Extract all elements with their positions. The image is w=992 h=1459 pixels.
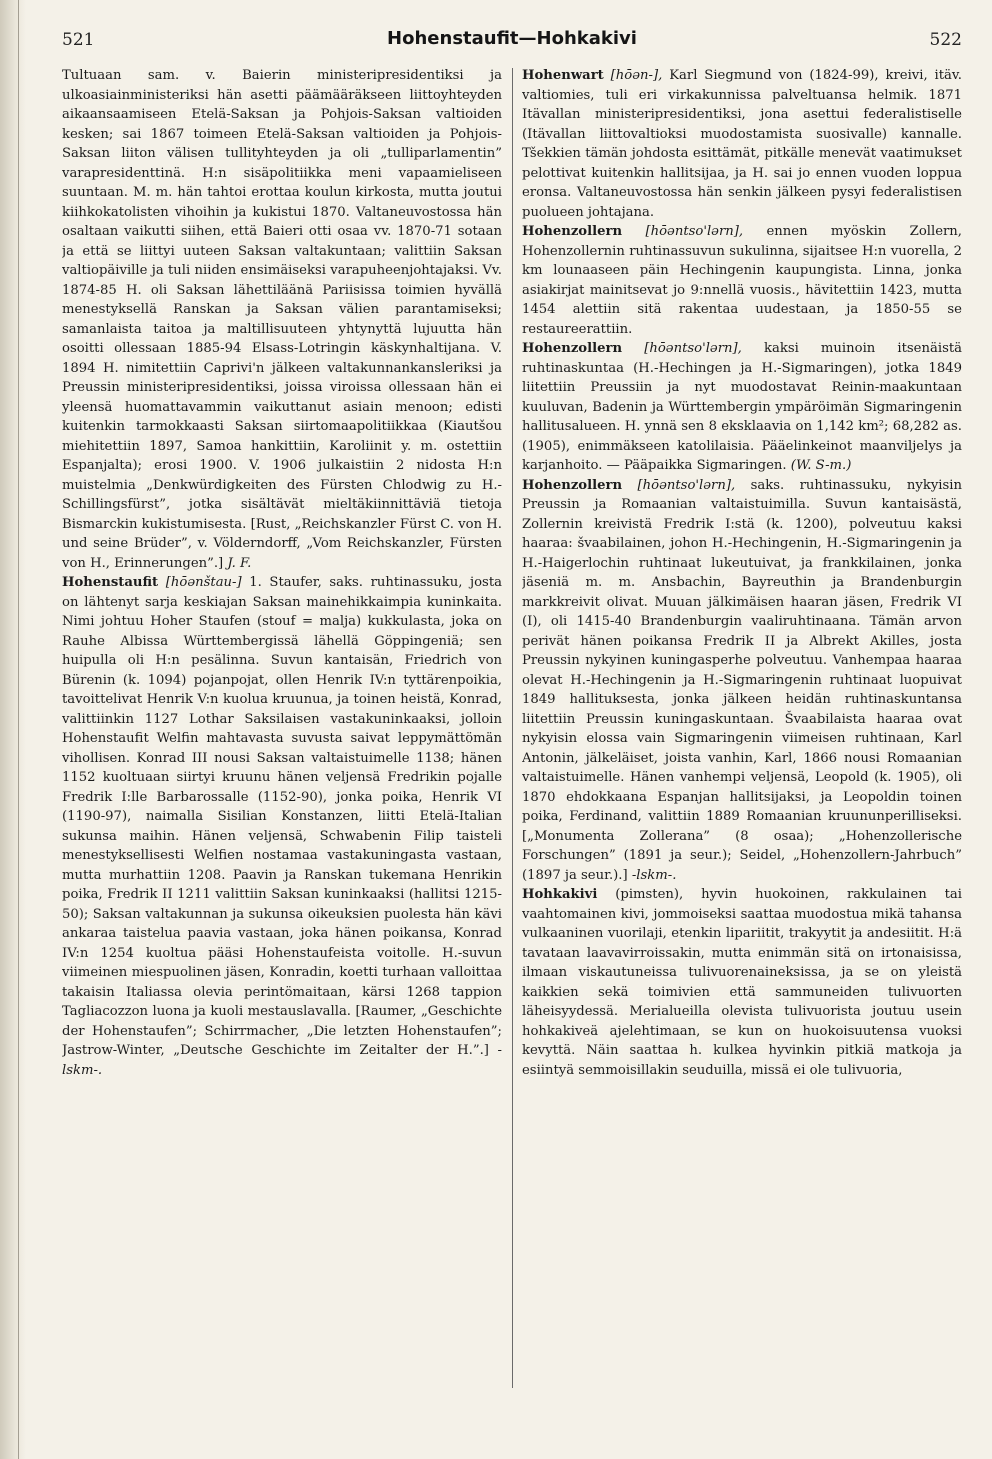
entry-hohenzollern-dynasty <box>522 476 962 886</box>
left-column <box>62 66 502 1396</box>
entry-headword: Hohkakivi <box>522 887 598 902</box>
entry-text: kaksi muinoin itsenäistä ruhtinaskuntaa (H.-Hechingen ja H.-Sigmaringen), jotka 1849 liitettiin Preussiin ja nyt muodostavat Reinin-maakuntaan kuuluvan, Badenin ja Württembergin ympäröimän Sigmaringenin hallitusalueen. H. ynnä sen 8 eksklaavia on 1,142 km²; 68,282 as. (1905), enimmäkseen katolilaisia. Pääelinkeinot maanviljelys ja karjanhoito. — Pääpaikka Sigmaringen. <box>522 341 962 473</box>
entry-text: Tultuaan sam. v. Baierin ministeripresidentiksi ja ulkoasiainministeriksi hän asetti päämääräkseen liittoyhteyden aikaansaamiseen Etelä-Saksan ja Pohjois-Saksan valtioiden kesken; sai 1867 toimeen Etelä-Saksan valtioiden ja Pohjois-Saksan liiton välisen tullityhteyden ja oli „tulliparlamentin” varapresidenttinä. H:n sisäpolitiikka meni vapaamieliseen suuntaan. M. m. hän tahtoi erottaa koulun kirkosta, mutta joutui kiihkokatolisten vihoihin ja kukistui 1870. Valtaneuvostossa hän osaltaan vaikutti siihen, että Baieri otti osaa vv. 1870-71 sotaan ja että se liittyi uuteen Saksan valtakuntaan; valittiin Saksan valtiopäiville ja tuli niiden ensimäiseksi varapuheenjohtajaksi. Vv. 1874-85 H. oli Saksan lähettiläänä Pariisissa toimien hyvällä menestyksellä Ranskan ja Saksan välien parantamiseksi; samanlaista taitoa ja maltillisuuteen yhtynyttä lujuutta hän osoitti ollessaan 1885-94 Elsass-Lotringin käskynhaltijana. V. 1894 H. nimitettiin Caprivi'n jälkeen valtakunnankansleriksi ja Preussin ministeripresidentiksi, joissa viroissa ollessaan hän ei yleensä huomattavammin vaikuttanut asiain menoon; edisti kuitenkin tarmokkaasti Saksan siirtomaapolitiikkaa (Kiautšou miehitettiin 1897, Samoa hankittiin, Karoliinit y. m. ostettiin Espanjalta); erosi 1900. V. 1906 julkaistiin 2 nidosta H:n muistelmia „Denkwürdigkeiten des Fürsten Chlodwig zu H.-Schillingsfürst”, jotka sisältävät mieltäkiinnittäviä tietoja Bismarckin kukistumisesta. [Rust, „Reichskanzler Fürst C. von H. und seine Brüder”, v. Völderndorff, „Vom Reichskanzler, Fürsten von H., Erinnerungen”.] <box>62 68 502 571</box>
entry-signature: J. F. <box>227 555 252 571</box>
entry-pronunciation: [hōəntso'lərn], <box>645 224 744 239</box>
binding-line <box>18 0 19 1459</box>
entry-headword: Hohenzollern <box>522 477 623 493</box>
entry-headword: Hohenwart <box>522 68 604 83</box>
entry-hohkakivi <box>522 885 962 1080</box>
entry-hohenstaufit <box>62 573 502 1080</box>
text-columns <box>62 66 962 1396</box>
page-number-left: 521 <box>62 30 95 50</box>
entry-signature: -lskm-. <box>631 867 677 883</box>
entry-text: 1. Staufer, saks. ruhtinassuku, josta on lähtenyt sarja keskiajan Saksan mainehikkaimpia kuninkaita. Nimi johtuu Hoher Staufen (stouf = malja) kukkulasta, joka on Rauhe Albissa Württembergissä lähellä Göppingeniä; sen huipulla oli H:n pesälinna. Suvun kantaisän, Friedrich von Bürenin (k. 1094) pojanpojat, ollen Henrik IV:n tyttärenpoikia, tavoittelivat Henrik V:n kuolua kruunua, ja toinen heistä, Konrad, valittiinkin 1127 Lothar Saksilaisen vastakuninkaaksi, jolloin Hohenstaufit Welfin mahtavasta suvusta saivat leppymättömän vihollisen. Konrad III nousi Saksan valtaistuimelle 1138; hänen 1152 kuoltuaan siirtyi kruunu hänen veljensä Fredrikin pojalle Fredrik I:lle Barbarossalle (1152-90), jonka poika, Henrik VI (1190-97), naimalla Sisilian Konstanzen, liitti Etelä-Italian sukunsa maihin. Hänen veljensä, Schwabenin Filip taisteli menestyksellisesti Welfien nostamaa vastakuningasta vastaan, mutta murhattiin 1208. Paavin ja Ranskan tukemana Henrikin poika, Fredrik II 1211 valittiin Saksan kuninkaaksi (hallitsi 1215-50); Saksan valtakunnan ja sukunsa oikeuksien puolesta hän kävi ankaraa taistelua paavia vastaan, joka hänen poikansa, Konrad IV:n 1254 kuoltua pääsi Hohenstaufeista voitolle. H.-suvun viimeinen miespuolinen jäsen, Konradin, koetti turhaan valloittaa takaisin Italiassa olevia perintömaitaan, kärsi 1268 tappion Tagliacozzon luona ja kuoli mestauslavalla. [Raumer, „Geschichte der Hohenstaufen”; Schirrmacher, „Die letzten Hohenstaufen”; Jastrow-Winter, „Deutsche Geschichte im Zeitalter der H.”.] <box>62 575 502 1058</box>
column-divider <box>512 68 513 1388</box>
entry-text: (pimsten), hyvin huokoinen, rakkulainen tai vaahtomainen kivi, jommoiseksi saattaa muodostua mikä tahansa vulkaaninen vuorilaji, etenkin lipariitit, trakyytit ja andesiitit. H:ä tavataan laavavirroissakin, mutta enimmän sitä on irtonaisissa, ilmaan viskautuneissa tulivuorenaineksissa, ja se on yleistä kaikkien sekä toimivien että sammuneiden tulivuorten läheisyydessä. Merialueilla olevista tulivuorista joutuu usein hohkakiveä ajelehtimaan, se kun on huokoisuutensa vuoksi kevyttä. Näin saattaa h. kulkea hyvinkin pitkiä matkoja ja esiintyä semmoisillakin seuduilla, missä ei ole tulivuoria, <box>522 887 962 1078</box>
right-column <box>522 66 962 1396</box>
entry-headword: Hohenzollern <box>522 224 623 239</box>
entry-hohenwart <box>522 66 962 222</box>
entry-pronunciation: [hōəntso'lərn], <box>637 477 736 493</box>
entry-text: saks. ruhtinassuku, nykyisin Preussin ja Romaanian valtaistuimilla. Suvun kantaisästä, Zollernin kreivistä Fredrik I:stä (k. 1200), polveutuu kaksi haaraa: švaabilainen, johon H.-Hechingenin, H.-Sigmaringenin ja H.-Haigerlochin ruhtinaat lukeutuivat, ja frankkilainen, jonka jäseniä m. m. Ansbachin, Bayreuthin ja Brandenburgin markkreivit olivat. Muuan jälkimäisen haaran jäsen, Fredrik VI (I), oli 1415-40 Brandenburgin vaaliruhtinaana. Tämän arvon perivät hänen poikansa Fredrik II ja Albrekt Akilles, josta Preussin nykyinen kuningasperhe polveutuu. Vanhempaa haaraa olevat H.-Hechingenin ja H.-Sigmaringenin ruhtinaat luopuivat 1849 hallituksesta, jonka jälkeen heidän ruhtinaskuntansa liitettiin Preussin kuningaskuntaan. Švaabilaista haaraa ovat nykyisin elossa vain Sigmaringenin viimeisen ruhtinaan, Karl Antonin, jälkeläiset, joista vanhin, Karl, 1866 nousi Romaanian valtaistuimelle. Hänen vanhempi veljensä, Leopold (k. 1905), oli 1870 ehdokkaana Espanjan hallitsijaksi, ja Leopoldin toinen poika, Ferdinand, valittiin 1889 Romaanian kruununperilliseksi. [„Monumenta Zollerana” (8 osaa); „Hohenzollerische Forschungen” (1891 ja seur.); Seidel, „Hohenzollern-Jahrbuch” (1897 ja seur.).] <box>522 477 962 883</box>
entry-signature: -lskm-. <box>62 1043 502 1078</box>
entry-headword: Hohenstaufit <box>62 575 159 590</box>
page-header <box>62 28 962 56</box>
entry-text: Karl Siegmund von (1824-99), kreivi, itäv. valtiomies, tuli eri virkakunnissa palveltuansa helmik. 1871 Itävallan ministeripresidentiksi, jona asettui federalistiselle (Itävallan liittovaltioksi muodostamista suosivalle) kannalle. Tšekkien tämän johdosta esittämät, pitkälle menevät vaatimukset pelottivat kuitenkin hallitsijaa, ja H. sai jo ennen vuoden loppua eronsa. Valtaneuvostossa hän senkin jälkeen pysyi federalistisen puolueen johtajana. <box>522 68 962 220</box>
entry-pronunciation: [hōən-], <box>610 68 663 83</box>
entry-pronunciation: [hōəntso'lərn], <box>644 341 742 356</box>
running-head: Hohenstaufit—Hohkakivi <box>387 28 637 49</box>
entry-hohenlohe-continued <box>62 66 502 573</box>
binding-edge <box>0 0 26 1459</box>
entry-signature: (W. S-m.) <box>790 458 852 473</box>
entry-text: ennen myöskin Zollern, Hohenzollernin ruhtinassuvun sukulinna, sijaitsee H:n vuorella, 2 km lounaaseen päin Hechingenin kaupungista. Linna, jonka asiakirjat mainitsevat jo 9:nnellä vuosis., hävitettiin 1423, mutta 1454 alettiin sitä rakentaa uudestaan, ja 1850-55 se restaureerattiin. <box>522 224 962 337</box>
entry-pronunciation: [hōənštau-] <box>165 575 242 590</box>
entry-hohenzollern-principalities <box>522 339 962 476</box>
entry-headword: Hohenzollern <box>522 341 623 356</box>
page-number-right: 522 <box>929 30 962 50</box>
entry-hohenzollern-castle <box>522 222 962 339</box>
